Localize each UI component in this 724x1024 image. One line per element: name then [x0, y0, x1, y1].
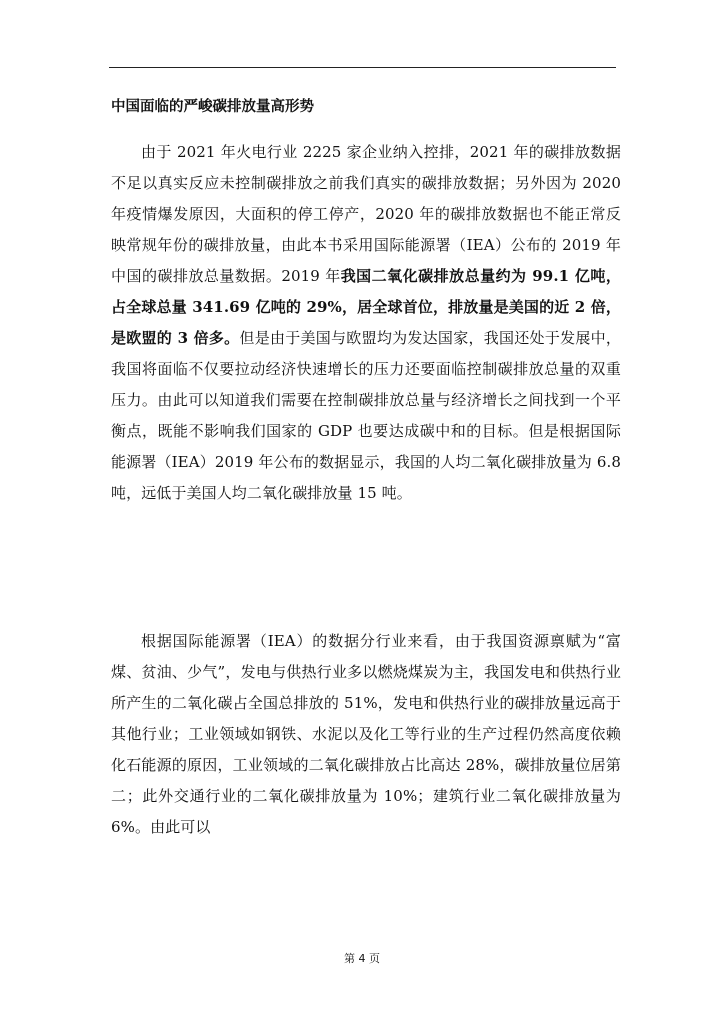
page-number: 第 4 页: [344, 952, 380, 965]
section-heading: 中国面临的严峻碳排放量高形势: [111, 99, 314, 115]
paragraph-1-bold-highlight: 我国二氧化碳排放总量约为 99.1 亿吨，占全球总量 341.69 亿吨的 29%，居全球首位，排放量是美国的近 2 倍，是欧盟的 3 倍多。: [111, 267, 621, 347]
paragraph-1-text-end: 但是由于美国与欧盟均为发达国家，我国还处于发展中，我国将面临不仅要拉动经济快速增长的压力还要面临控制碳排放总量的双重压力。由此可以知道我们需要在控制碳排放总量与经济增长之间找到一个平衡点，既能不影响我们国家的 GDP 也要达成碳中和的目标。但是根据国际能源署（IEA）2019 年公布的数据显示，我国的人均二氧化碳排放量为 6.8 吨，远低于美国人均二氧化碳排放量 15 吨。: [111, 329, 621, 502]
body-paragraph-1: [111, 137, 621, 509]
paragraph-1-text-start: 由于 2021 年火电行业 2225 家企业纳入控排，2021 年的碳排放数据不足以真实反应未控制碳排放之前我们真实的碳排放数据；另外因为 2020 年疫情爆发原因，大面积的停工停产，2020 年的碳排放数据也不能正常反映常规年份的碳排放量，由此本书采用国际能源署（IEA）公布的 2019 年中国的碳排放总量数据。2019 年: [111, 143, 621, 285]
header-rule: [109, 67, 616, 68]
body-paragraph-2: 根据国际能源署（IEA）的数据分行业来看，由于我国资源禀赋为“富煤、贫油、少气”，发电与供热行业多以燃烧煤炭为主，我国发电和供热行业所产生的二氧化碳占全国总排放的 51%，发电和供热行业的碳排放量远高于其他行业；工业领域如钢铁、水泥以及化工等行业的生产过程仍然高度依赖化石能源的原因，工业领域的二氧化碳排放占比高达 28%，碳排放量位居第二；此外交通行业的二氧化碳排放量为 10%；建筑行业二氧化碳排放量为 6%。由此可以: [111, 632, 621, 836]
